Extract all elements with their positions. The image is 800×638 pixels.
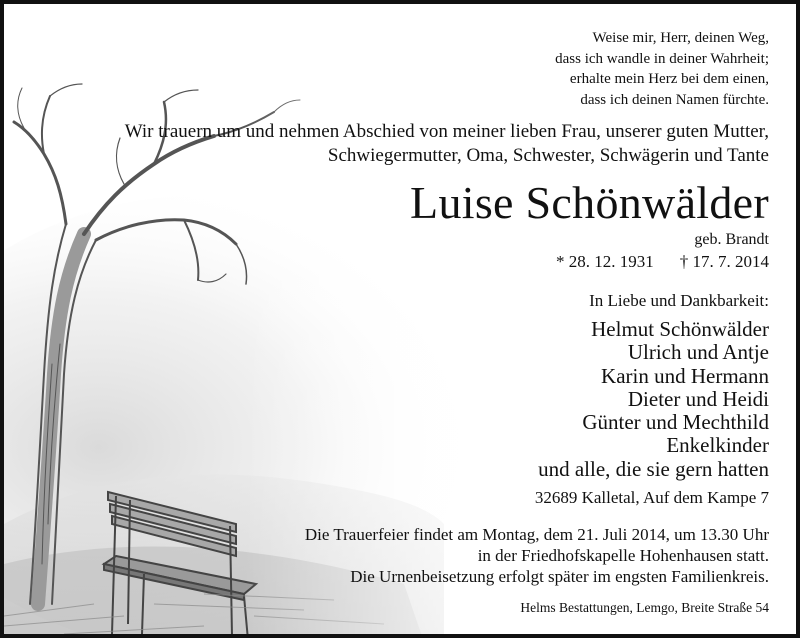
thanks-line: In Liebe und Dankbarkeit: [589,291,769,310]
family-address: 32689 Kalletal, Auf dem Kampe 7 [534,488,769,507]
birth-name: geb. Brandt [694,231,769,248]
mourner-entry: Dieter und Heidi [627,386,769,411]
verse-line: Weise mir, Herr, deinen Weg, [592,30,769,46]
funeral-line: Die Trauerfeier findet am Montag, dem 21. Juli 2014, um 13.30 Uhr [304,525,769,544]
funeral-info [305,524,769,587]
mourner-entry: Karin und Hermann [601,363,769,388]
funeral-line: Die Urnenbeisetzung erfolgt später im engsten Familienkreis. [350,567,769,586]
undertaker-line: Helms Bestattungen, Lemgo, Breite Straße 54 [520,600,769,615]
mourner-entry: Ulrich und Antje [627,340,769,365]
verse-line: dass ich wandle in deiner Wahrheit; [555,50,769,67]
mourner-entry: und alle, die sie gern hatten [538,456,769,481]
intro-line: Wir trauern um und nehmen Abschied von meiner lieben Frau, unserer guten Mutter, [124,121,769,142]
funeral-line: in der Friedhofskapelle Hohenhausen statt. [477,546,769,565]
birth-date: * 28. 12. 1931 [556,252,654,271]
verse-line: erhalte mein Herz bei dem einen, [569,71,769,87]
mourner-entry: Helmut Schönwälder [591,317,769,341]
intro-line: Schwiegermutter, Oma, Schwester, Schwägerin und Tante [327,145,769,166]
deceased-name: Luise Schönwälder [410,177,769,228]
mourning-intro [125,120,769,168]
mourners-list [538,318,769,481]
death-date: † 17. 7. 2014 [679,252,769,271]
mourner-entry: Enkelkinder [666,433,769,458]
bible-verse [555,28,769,110]
mourner-entry: Günter und Mechthild [582,410,769,435]
life-dates [556,252,769,272]
verse-line: dass ich deinen Namen fürchte. [580,91,769,108]
